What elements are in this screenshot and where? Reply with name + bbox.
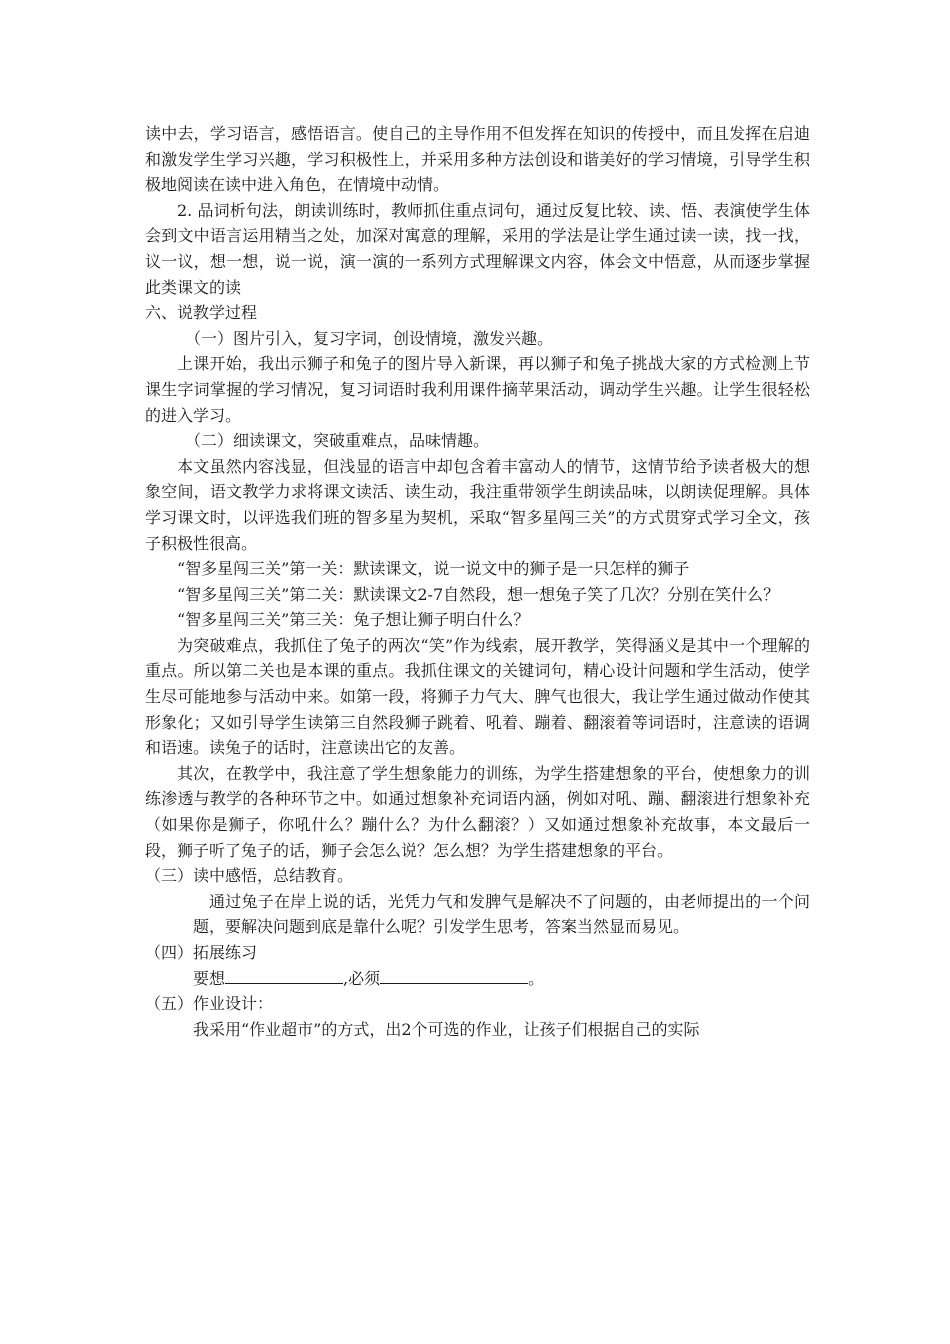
exercise-line <box>145 966 810 992</box>
exercise-blank-1 <box>225 968 343 984</box>
paragraph-level-1: “智多星闯三关”第一关：默读课文，说一说文中的狮子是一只怎样的狮子 <box>177 559 690 579</box>
document-body <box>145 121 810 1042</box>
exercise-suffix: 。 <box>528 968 545 988</box>
subheading-2: （二）细读课文，突破重难点，品味情趣。 <box>185 431 490 451</box>
paragraph-level-2: “智多星闯三关”第二关：默读课文2-7自然段，想一想兔子笑了几次？分别在笑什么？ <box>177 584 780 604</box>
paragraph-close-reading: 本文虽然内容浅显，但浅显的语言中却包含着丰富动人的情节，这情节给予读者极大的想象空间，语文教学力求将课文读活、读生动，我注重带领学生朗读品味，以朗读促理解。具体学习课文时，以评选我们班的智多星为契机，采取“智多星闯三关”的方式贯穿式学习全文，孩子积极性很高。 <box>145 456 810 553</box>
paragraph-reflection: 通过兔子在岸上说的话，光凭力气和发脾气是解决不了问题的，由老师提出的一个问题，要解决问题到底是靠什么呢？引发学生思考，答案当然显而易见。 <box>193 891 810 937</box>
subheading-3: （三）读中感悟，总结教育。 <box>145 866 354 886</box>
subheading-5: （五）作业设计： <box>145 994 274 1014</box>
paragraph-homework: 我采用“作业超市”的方式，出2个可选的作业，让孩子们根据自己的实际 <box>193 1019 700 1039</box>
section-heading-6: 六、说教学过程 <box>145 303 258 323</box>
subheading-4: （四）拓展练习 <box>145 943 258 962</box>
paragraph-intro-continuation: 读中去，学习语言，感悟语言。使自己的主导作用不但发挥在知识的传授中，而且发挥在启迪和激发学生学习兴趣，学习积极性上，并采用多种方法创设和谐美好的学习情境，引导学生积极地阅读在读中进入角色，在情境中动情。 <box>145 124 810 195</box>
exercise-middle: ,必须 <box>343 968 381 988</box>
paragraph-method-2: 2. 品词析句法，朗读训练时，教师抓住重点词句，通过反复比较、读、悟、表演使学生体会到文中语言运用精当之处，加深对寓意的理解，采用的学法是让学生通过读一读，找一找，议一议，想一想，说一说，演一演的一系列方式理解课文内容，体会文中悟意，从而逐步掌握此类课文的读 <box>145 200 810 297</box>
paragraph-imagination: 其次，在教学中，我注意了学生想象能力的训练，为学生搭建想象的平台，使想象力的训练渗透与教学的各种环节之中。如通过想象补充词语内涵，例如对吼、蹦、翻滚进行想象补充（如果你是狮子，你吼什么？蹦什么？为什么翻滚？）又如通过想象补充故事，本文最后一段，狮子听了兔子的话，狮子会怎么说？怎么想？为学生搭建想象的平台。 <box>145 763 810 860</box>
paragraph-level-3: “智多星闯三关”第三关：兔子想让狮子明白什么？ <box>177 610 530 630</box>
paragraph-lesson-start: 上课开始，我出示狮子和兔子的图片导入新课，再以狮子和兔子挑战大家的方式检测上节课生字词掌握的学习情况，复习词语时我利用课件摘苹果活动，调动学生兴趣。让学生很轻松的进入学习。 <box>145 354 810 425</box>
paragraph-difficulty: 为突破难点，我抓住了兔子的两次“笑”作为线索，展开教学，笑得涵义是其中一个理解的重点。所以第二关也是本课的重点。我抓住课文的关键词句，精心设计问题和学生活动，使学生尽可能地参与活动中来。如第一段，将狮子力气大、脾气也很大，我让学生通过做动作使其形象化；又如引导学生读第三自然段狮子跳着、吼着、蹦着、翻滚着等词语时，注意读的语调和语速。读兔子的话时，注意读出它的友善。 <box>145 635 810 758</box>
exercise-blank-2 <box>380 968 528 984</box>
subheading-1: （一）图片引入，复习字词，创设情境，激发兴趣。 <box>185 328 554 348</box>
exercise-prefix: 要想 <box>193 968 226 988</box>
